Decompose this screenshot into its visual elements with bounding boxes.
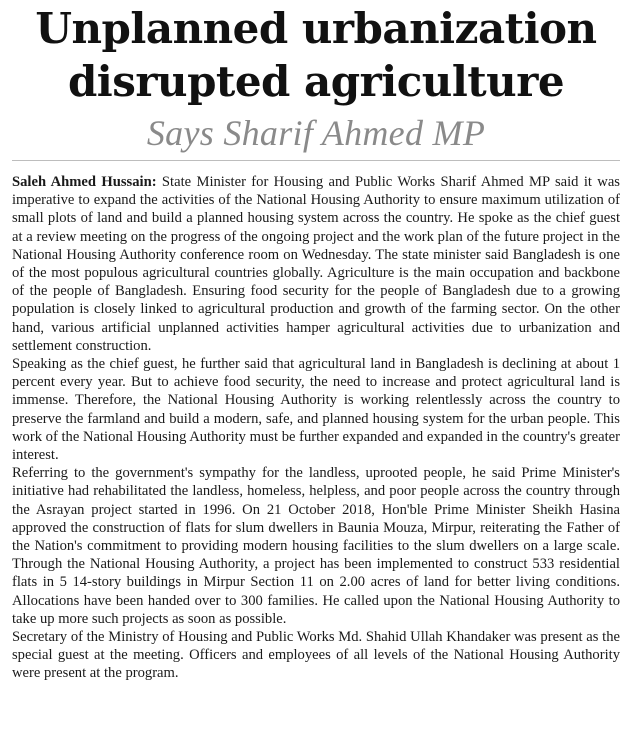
paragraph-3: Referring to the government's sympathy for the landless, uprooted people, he said Prime Minister's initiative had rehabilitated the landless, homeless, helpless, and poor people across the country through the Asrayan project started in 1996. On 21 October 2018, Hon'ble Prime Minister Sheikh Hasina approved the construction of flats for slum dwellers in Baunia Mouza, Mirpur, reiterating the Father of the Nation's commitment to providing modern housing facilities to the slum dwellers on a large scale. Through the National Housing Authority, a project has been implemented to construct 533 residential flats in 5 14-story buildings in Mirpur Section 11 on 2.00 acres of land for better living conditions. Allocations have been handed over to 300 families. He called upon the National Housing Authority to take up more such projects as soon as possible. (12, 465, 620, 627)
subheadline: Says Sharif Ahmed MP (146, 113, 486, 153)
headline-line-1: Unplanned urbanization (35, 4, 597, 53)
paragraph-2: Speaking as the chief guest, he further said that agricultural land in Bangladesh is declining at about 1 percent every year. But to achieve food security, the need to increase and protect agricultural land is immense. Therefore, the National Housing Authority is working relentlessly across the country to preserve the farmland and build a modern, safe, and planned housing system for the urban people. This work of the National Housing Authority must be further expanded and expanded in the country's greater interest. (12, 356, 620, 464)
byline: Saleh Ahmed Hussain: (12, 174, 157, 190)
paragraph-1 (12, 173, 620, 355)
divider (12, 160, 620, 161)
article-body (12, 173, 620, 683)
paragraph-1-text: State Minister for Housing and Public Works Sharif Ahmed MP said it was imperative to expand the activities of the National Housing Authority to ensure maximum utilization of small plots of land and build a planned housing system across the country. He spoke as the chief guest at a review meeting on the progress of the ongoing project and the work plan of the future project in the National Housing Authority conference room on Wednesday. The state minister said Bangladesh is one of the most populous agricultural countries globally. Agriculture is the main occupation and backbone of the people of Bangladesh. Ensuring food security for the people of Bangladesh due to a growing population is closely linked to agricultural production and growth of the farming sector. On the other hand, various artificial unplanned activities hamper agricultural activities due to urbanization and settlement construction. (12, 174, 620, 354)
headline-line-2: disrupted agriculture (67, 57, 565, 106)
paragraph-4: Secretary of the Ministry of Housing and Public Works Md. Shahid Ullah Khandaker was present as the special guest at the meeting. Officers and employees of all levels of the National Housing Authority were present at the program. (12, 629, 620, 682)
headline (12, 0, 620, 108)
